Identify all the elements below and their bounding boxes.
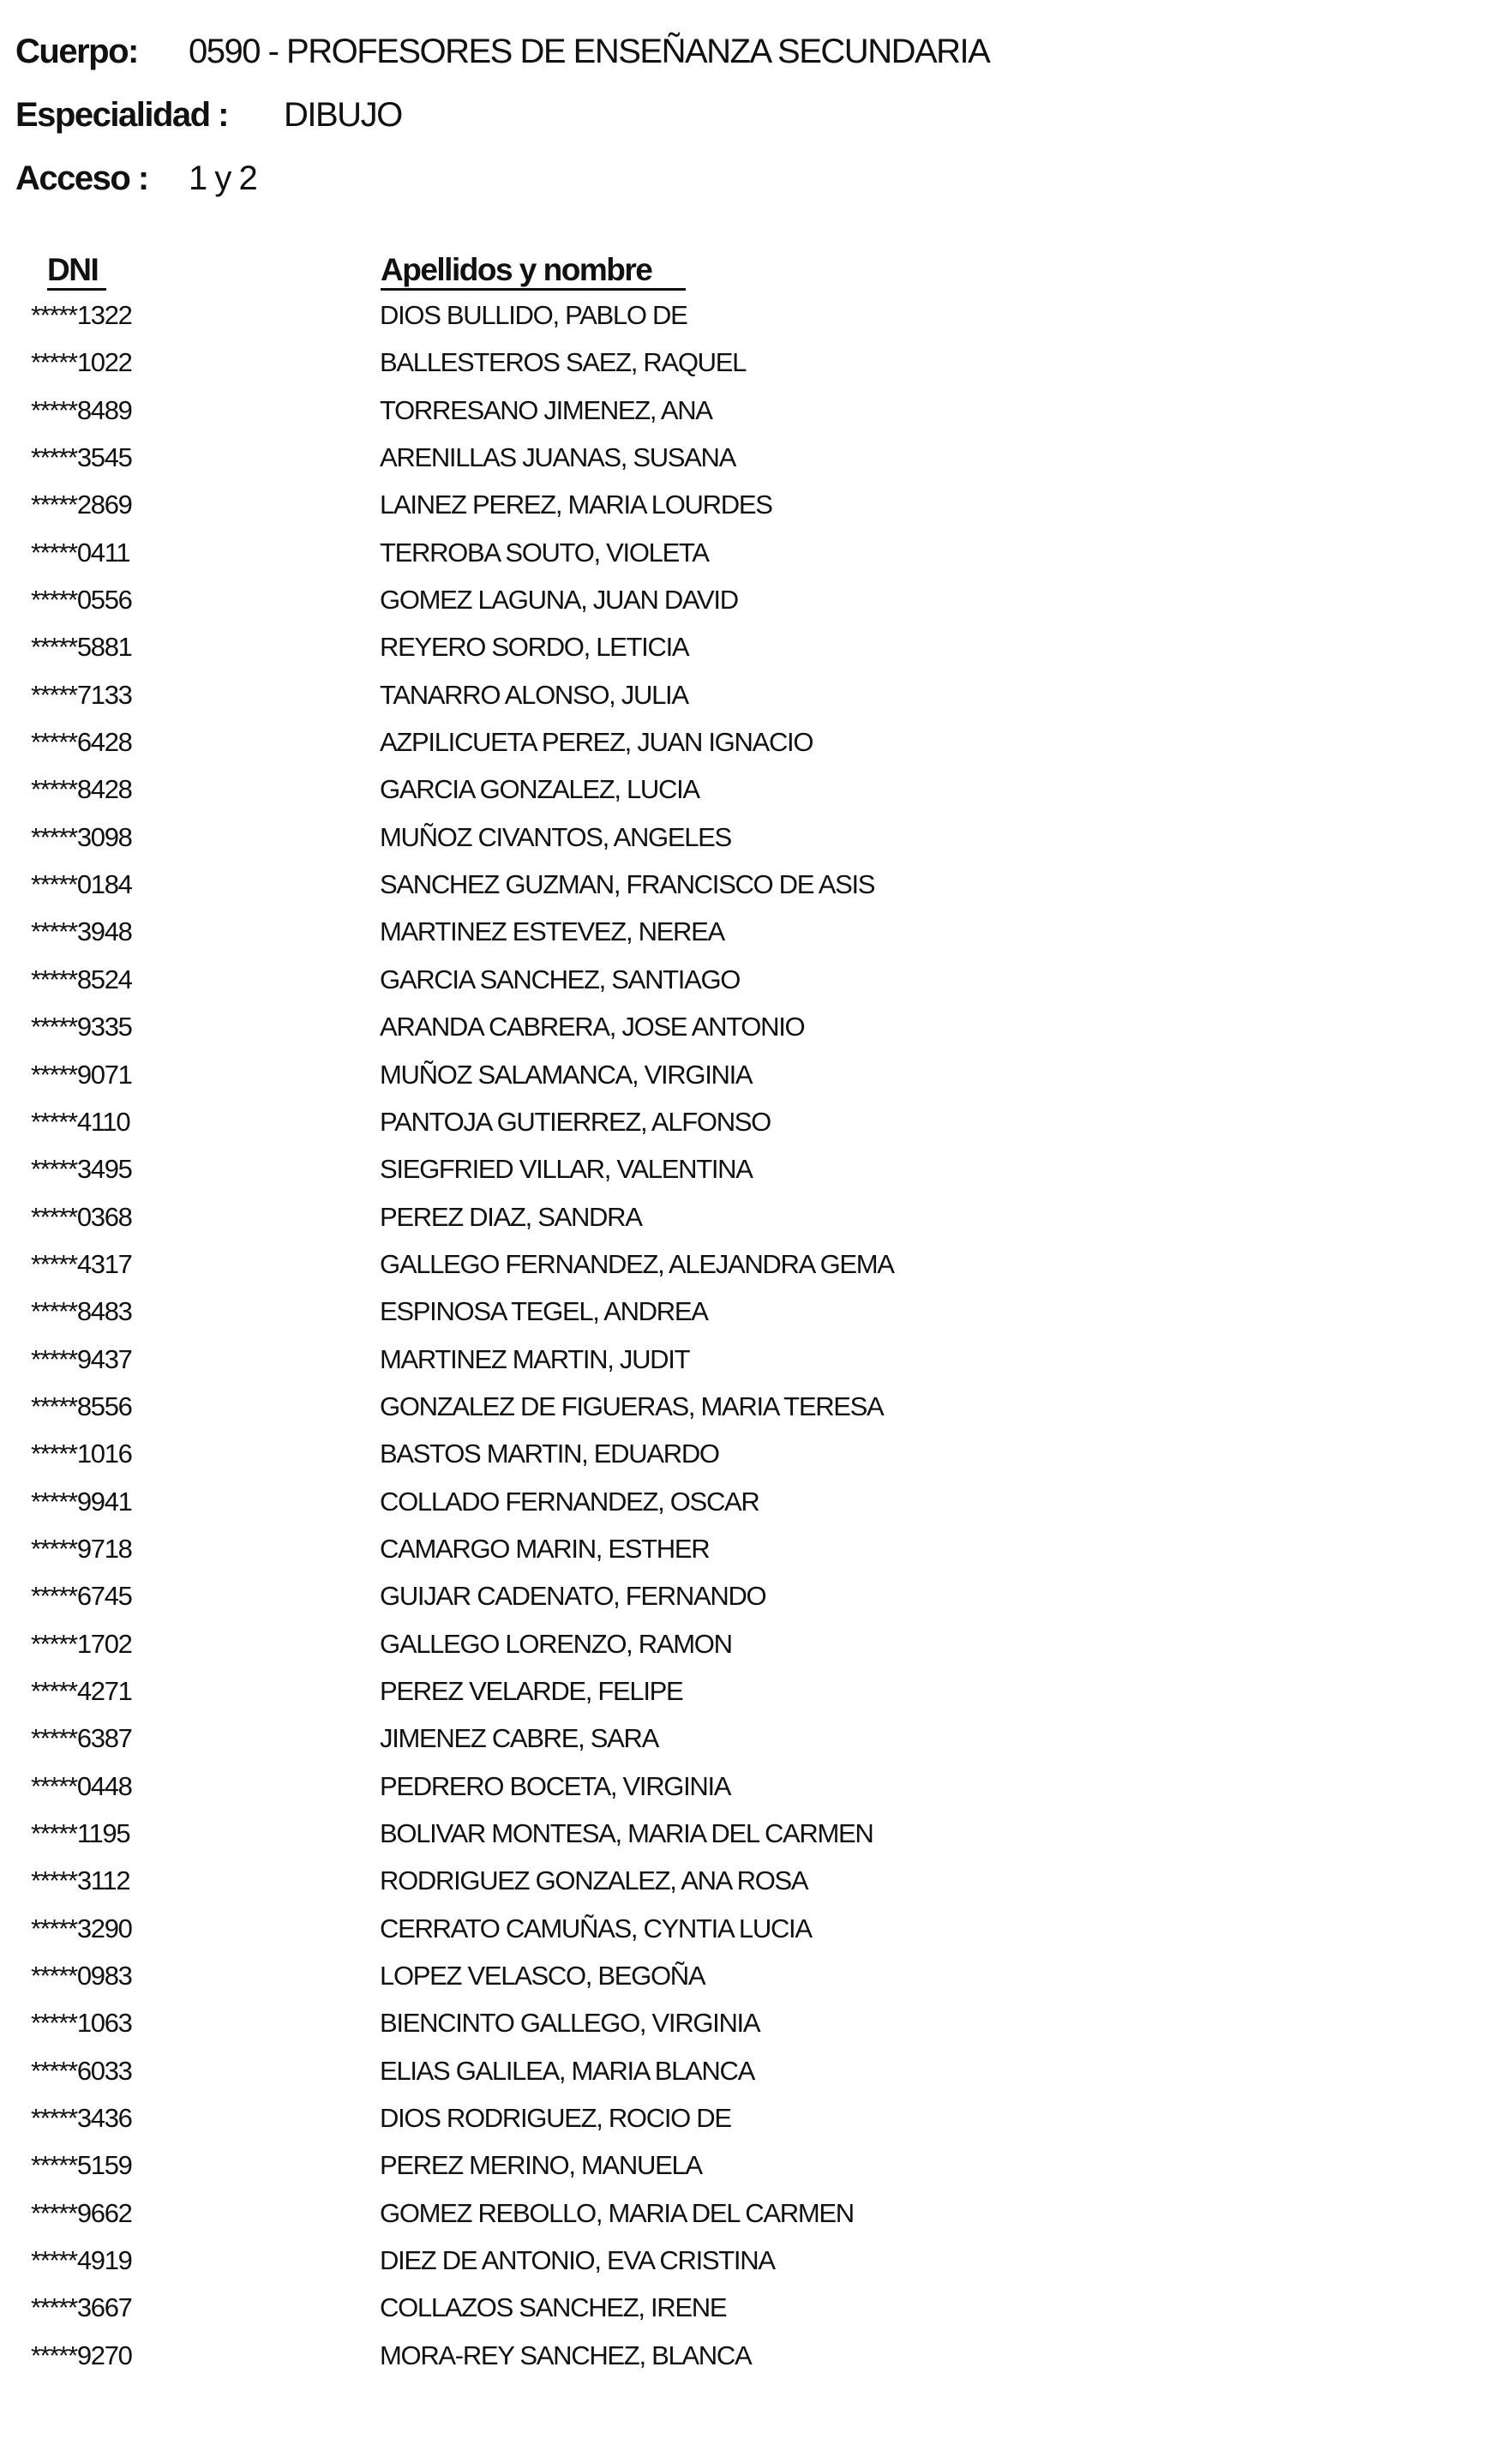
row-name: RODRIGUEZ GONZALEZ, ANA ROSA: [380, 1865, 808, 1896]
table-row: [0, 2339, 1512, 2386]
row-dni: *****1702: [31, 1628, 132, 1659]
row-name: LOPEZ VELASCO, BEGOÑA: [380, 1961, 705, 1991]
row-name: ELIAS GALILEA, MARIA BLANCA: [380, 2055, 754, 2086]
row-dni: *****3436: [31, 2103, 132, 2134]
table-row: [0, 1105, 1512, 1152]
row-name: GOMEZ REBOLLO, MARIA DEL CARMEN: [380, 2197, 854, 2228]
table-row: [0, 2291, 1512, 2338]
row-name: MARTINEZ ESTEVEZ, NEREA: [380, 916, 724, 947]
table-row: [0, 1058, 1512, 1105]
row-name: BASTOS MARTIN, EDUARDO: [380, 1439, 719, 1469]
table-row: [0, 441, 1512, 488]
row-dni: *****6387: [31, 1723, 132, 1754]
row-name: PEREZ VELARDE, FELIPE: [380, 1675, 683, 1706]
table-row: [0, 488, 1512, 535]
row-dni: *****8556: [31, 1391, 132, 1421]
table-row: [0, 2196, 1512, 2244]
row-dni: *****3495: [31, 1154, 132, 1185]
especialidad-label: Especialidad :: [15, 96, 228, 134]
table-row: [0, 1769, 1512, 1817]
column-header-name: Apellidos y nombre: [381, 252, 686, 291]
table-row: [0, 1864, 1512, 1911]
row-name: GALLEGO LORENZO, RAMON: [380, 1628, 732, 1659]
table-row: [0, 1485, 1512, 1532]
row-name: TERROBA SOUTO, VIOLETA: [380, 537, 709, 568]
table-row: [0, 2101, 1512, 2148]
table-row: [0, 393, 1512, 441]
especialidad-line: [15, 96, 402, 135]
row-name: BOLIVAR MONTESA, MARIA DEL CARMEN: [380, 1818, 873, 1848]
row-name: PEREZ DIAZ, SANDRA: [380, 1201, 642, 1232]
row-dni: *****0556: [31, 585, 132, 616]
table-row: [0, 772, 1512, 820]
table-row: [0, 2148, 1512, 2196]
cuerpo-line: [15, 33, 990, 71]
table-row: [0, 2244, 1512, 2291]
row-name: GOMEZ LAGUNA, JUAN DAVID: [380, 585, 738, 616]
row-name: AZPILICUETA PEREZ, JUAN IGNACIO: [380, 727, 813, 758]
table-row: [0, 1579, 1512, 1626]
row-name: BIENCINTO GALLEGO, VIRGINIA: [380, 2008, 760, 2039]
row-name: BALLESTEROS SAEZ, RAQUEL: [380, 347, 747, 378]
row-dni: *****6033: [31, 2055, 132, 2086]
table-row: [0, 678, 1512, 725]
row-name: CAMARGO MARIN, ESTHER: [380, 1533, 710, 1564]
table-row: [0, 1200, 1512, 1247]
table-row: [0, 630, 1512, 677]
row-name: SANCHEZ GUZMAN, FRANCISCO DE ASIS: [380, 869, 875, 900]
row-name: ESPINOSA TEGEL, ANDREA: [380, 1296, 708, 1327]
row-name: MORA-REY SANCHEZ, BLANCA: [380, 2340, 752, 2370]
table-row: [0, 1627, 1512, 1674]
row-name: GONZALEZ DE FIGUERAS, MARIA TERESA: [380, 1391, 884, 1421]
row-dni: *****8428: [31, 774, 132, 805]
row-name: LAINEZ PEREZ, MARIA LOURDES: [380, 490, 772, 520]
row-name: TANARRO ALONSO, JULIA: [380, 679, 688, 710]
row-name: MARTINEZ MARTIN, JUDIT: [380, 1343, 690, 1374]
row-name: TORRESANO JIMENEZ, ANA: [380, 394, 712, 425]
table-row: [0, 1817, 1512, 1864]
table-row: [0, 2006, 1512, 2053]
row-name: ARANDA CABRERA, JOSE ANTONIO: [380, 1012, 805, 1042]
row-dni: *****5881: [31, 632, 132, 663]
acceso-line: [15, 159, 257, 198]
row-dni: *****3112: [31, 1865, 130, 1896]
table-row: [0, 1959, 1512, 2006]
row-name: PANTOJA GUTIERREZ, ALFONSO: [380, 1106, 771, 1137]
row-dni: *****4271: [31, 1675, 132, 1706]
row-dni: *****0411: [31, 537, 130, 568]
table-row: [0, 1295, 1512, 1342]
row-dni: *****1195: [31, 1818, 130, 1848]
table-row: [0, 1721, 1512, 1769]
row-dni: *****8483: [31, 1296, 132, 1327]
row-dni: *****0448: [31, 1770, 132, 1801]
row-dni: *****0184: [31, 869, 132, 900]
candidate-list: [0, 298, 1512, 2386]
row-name: DIEZ DE ANTONIO, EVA CRISTINA: [380, 2245, 775, 2276]
table-row: [0, 1532, 1512, 1579]
acceso-value: 1 y 2: [189, 159, 257, 197]
row-dni: *****4317: [31, 1248, 132, 1279]
table-row: [0, 2054, 1512, 2101]
row-dni: *****9662: [31, 2197, 132, 2228]
row-name: PEREZ MERINO, MANUELA: [380, 2150, 702, 2181]
table-row: [0, 1674, 1512, 1721]
row-dni: *****6745: [31, 1581, 132, 1612]
row-name: COLLAZOS SANCHEZ, IRENE: [380, 2292, 727, 2323]
row-name: GALLEGO FERNANDEZ, ALEJANDRA GEMA: [380, 1248, 894, 1279]
row-name: DIOS BULLIDO, PABLO DE: [380, 300, 687, 330]
table-row: [0, 725, 1512, 772]
row-name: GUIJAR CADENATO, FERNANDO: [380, 1581, 766, 1612]
row-dni: *****1016: [31, 1439, 132, 1469]
row-dni: *****1022: [31, 347, 132, 378]
row-name: MUÑOZ SALAMANCA, VIRGINIA: [380, 1059, 753, 1090]
row-name: GARCIA SANCHEZ, SANTIAGO: [380, 964, 741, 994]
table-row: [0, 915, 1512, 962]
row-dni: *****4110: [31, 1106, 130, 1137]
row-name: ARENILLAS JUANAS, SUSANA: [380, 442, 736, 473]
row-dni: *****9335: [31, 1012, 132, 1042]
row-dni: *****9437: [31, 1343, 132, 1374]
table-row: [0, 1152, 1512, 1199]
row-dni: *****7133: [31, 679, 132, 710]
table-row: [0, 963, 1512, 1010]
row-dni: *****0983: [31, 1961, 132, 1991]
table-row: [0, 820, 1512, 868]
row-dni: *****1063: [31, 2008, 132, 2039]
row-dni: *****1322: [31, 300, 132, 330]
row-dni: *****8489: [31, 394, 132, 425]
table-row: [0, 1010, 1512, 1057]
table-row: [0, 1390, 1512, 1437]
row-dni: *****3948: [31, 916, 132, 947]
row-dni: *****3290: [31, 1913, 132, 1943]
row-dni: *****2869: [31, 490, 132, 520]
table-row: [0, 1437, 1512, 1484]
row-dni: *****3545: [31, 442, 132, 473]
row-dni: *****8524: [31, 964, 132, 994]
row-dni: *****4919: [31, 2245, 132, 2276]
table-row: [0, 1912, 1512, 1959]
row-dni: *****0368: [31, 1201, 132, 1232]
row-dni: *****6428: [31, 727, 132, 758]
table-row: [0, 1247, 1512, 1295]
column-header-dni: DNI: [47, 252, 106, 291]
row-name: COLLADO FERNANDEZ, OSCAR: [380, 1486, 759, 1517]
row-name: REYERO SORDO, LETICIA: [380, 632, 689, 663]
table-row: [0, 1343, 1512, 1390]
especialidad-value: DIBUJO: [284, 96, 402, 134]
table-row: [0, 298, 1512, 345]
row-name: DIOS RODRIGUEZ, ROCIO DE: [380, 2103, 731, 2134]
row-dni: *****9071: [31, 1059, 132, 1090]
row-name: CERRATO CAMUÑAS, CYNTIA LUCIA: [380, 1913, 812, 1943]
table-row: [0, 536, 1512, 583]
row-dni: *****9718: [31, 1533, 132, 1564]
table-row: [0, 868, 1512, 915]
row-name: SIEGFRIED VILLAR, VALENTINA: [380, 1154, 753, 1185]
row-dni: *****9941: [31, 1486, 132, 1517]
row-dni: *****3098: [31, 821, 132, 852]
cuerpo-value: 0590 - PROFESORES DE ENSEÑANZA SECUNDARIA: [189, 33, 990, 70]
acceso-label: Acceso :: [15, 159, 148, 197]
row-dni: *****5159: [31, 2150, 132, 2181]
cuerpo-label: Cuerpo:: [15, 33, 138, 70]
row-name: JIMENEZ CABRE, SARA: [380, 1723, 658, 1754]
table-row: [0, 345, 1512, 393]
row-name: MUÑOZ CIVANTOS, ANGELES: [380, 821, 731, 852]
table-row: [0, 583, 1512, 630]
row-dni: *****3667: [31, 2292, 132, 2323]
row-name: GARCIA GONZALEZ, LUCIA: [380, 774, 699, 805]
row-name: PEDRERO BOCETA, VIRGINIA: [380, 1770, 731, 1801]
row-dni: *****9270: [31, 2340, 132, 2370]
